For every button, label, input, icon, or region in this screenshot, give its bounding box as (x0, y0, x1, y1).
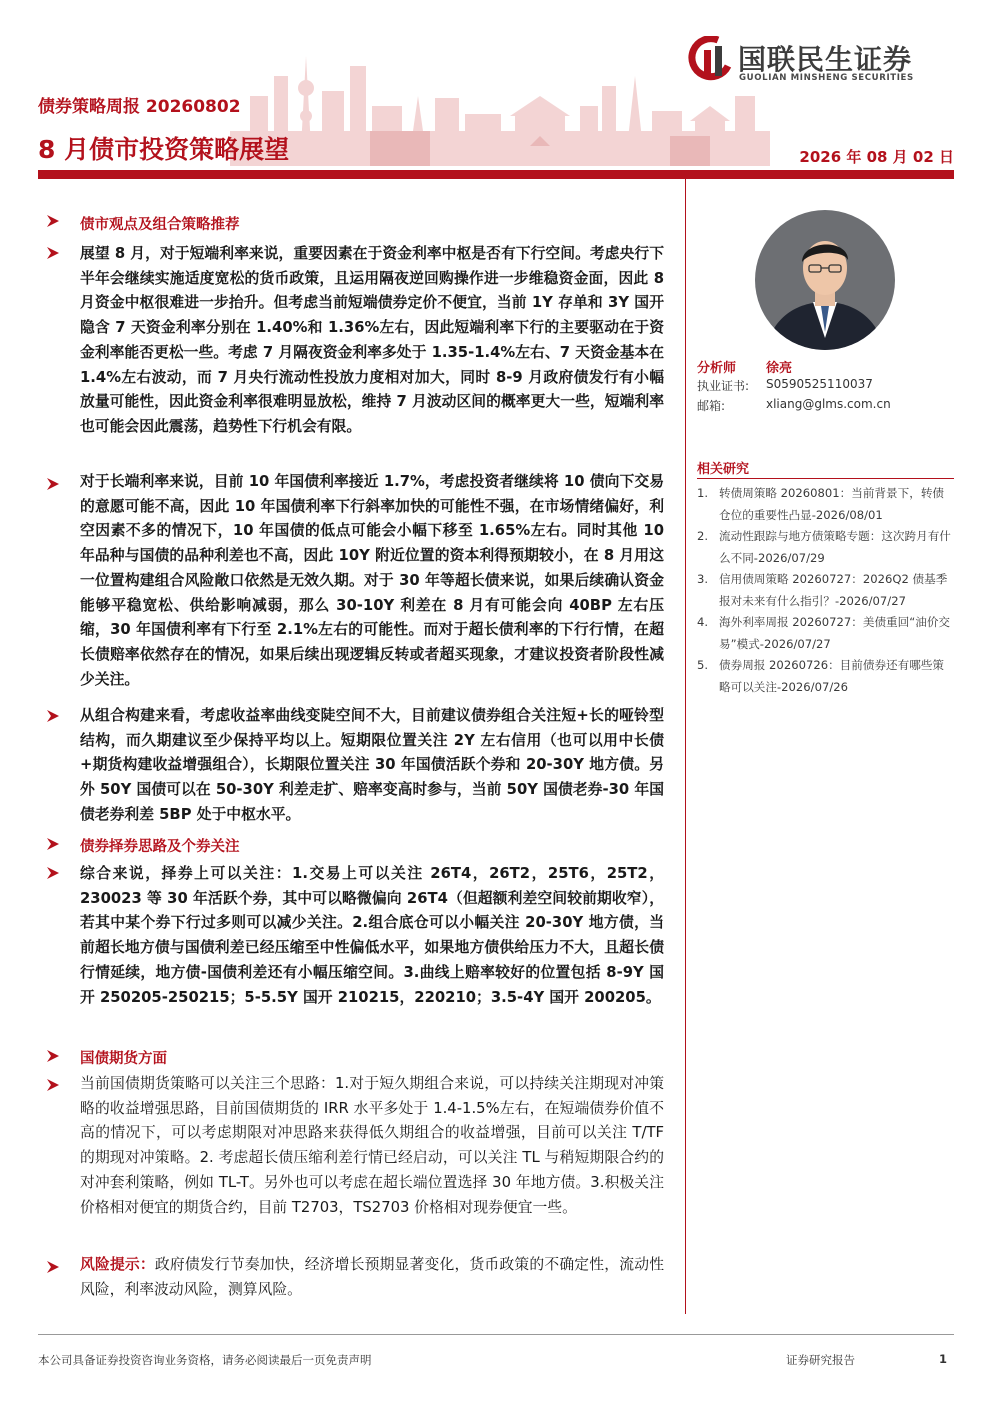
related-item-text: 流动性跟踪与地方债策略专题：这次跨月有什么不同-2026/07/29 (719, 529, 951, 565)
related-research-title: 相关研究 (697, 462, 750, 477)
section-arrow-icon (46, 1049, 60, 1063)
bullet-arrow-icon (46, 1078, 60, 1092)
bullet-arrow-icon (46, 246, 60, 260)
bullet-arrow-icon (46, 1260, 60, 1274)
page-number: 1 (939, 1352, 948, 1366)
related-item-num: 5. (697, 658, 709, 672)
related-item-text: 信用债周策略 20260727：2026Q2 债基季报对未来有什么指引？-2026/07/27 (719, 572, 948, 608)
analyst-photo (755, 210, 895, 350)
report-title: 8 月债市投资策略展望 (38, 135, 290, 164)
footer-disclaimer: 本公司具备证券投资咨询业务资格，请务必阅读最后一页免责声明 (38, 1353, 372, 1367)
risk-text: 政府债发行节奏加快，经济增长预期显著变化，货币政策的不确定性，流动性风险，利率波动风险，测算风险。 (80, 1256, 664, 1298)
related-item-num: 4. (697, 615, 709, 629)
logo-mark-icon (688, 36, 732, 82)
related-item-text: 债券周报 20260726：目前债券还有哪些策略可以关注-2026/07/26 (719, 658, 945, 694)
related-item-text: 海外利率周报 20260727：美债重回“油价交易”模式-2026/07/27 (719, 615, 951, 651)
risk-label: 风险提示： (80, 1256, 155, 1273)
related-item-text: 转债周策略 20260801：当前背景下，转债仓位的重要性凸显-2026/08/01 (719, 486, 945, 522)
header-rule (38, 170, 954, 179)
paragraph-bond-selection: 综合来说，择券上可以关注：1.交易上可以关注 26T4，26T2，25T6，25T2，230023 等 30 年活跃个券，其中可以略微偏向 26T4（但超额利差空间较前期收窄），若其中某个券下行过多则可以减少关注。2.组合底仓可以小幅关注 20-30Y 地方债，当前超长地方债与国债利差已经压缩至中性偏低水平，如果地方债供给压力不大，且超长债行情延续，地方债-国债利差还有小幅压缩空间。3.曲线上赔率较好的位置包括 8-9Y 国开 250205-250215；5-5.5Y 国开 210215，220210；3.5-4Y 国开 200205。 (80, 865, 664, 1006)
analyst-name: 徐亮 (766, 361, 793, 376)
section-heading-views: 债市观点及组合策略推荐 (80, 217, 240, 233)
paragraph-long-rates: 对于长端利率来说，目前 10 年国债利率接近 1.7%，考虑投资者继续将 10 债向下交易的意愿可能不高，因此 10 年国债利率下行斜率加快的可能性不强，在市场情绪偏好，利空因素不多的情况下，10 年国债的低点可能会小幅下移至 1.65%左右。同时其他 10 年品种与国债的品种利差也不高，因此 10Y 附近位置的资本利得预期较小，在 8 月用这一位置构建组合风险敞口依然是无效久期。对于 30 年等超长债来说，如果后续确认资金能够平稳宽松、供给影响减弱，那么 30-10Y 利差在 8 月有可能会向 40BP 左右压缩，30 年国债利率有下行至 2.1%左右的可能性。而对于超长债利率的下行行情，在超长债赔率依然存在的情况，如果后续出现逻辑反转或者超买现象，才建议投资者阶段性减少关注。 (80, 473, 664, 688)
related-item-num: 1. (697, 486, 709, 500)
analyst-portrait-icon (755, 210, 895, 350)
cert-number: S0590525110037 (766, 377, 873, 391)
email-label: 邮箱: (697, 399, 726, 413)
footer-rule (38, 1334, 954, 1335)
bullet-arrow-icon (46, 477, 60, 491)
paragraph-short-rates: 展望 8 月，对于短端利率来说，重要因素在于资金利率中枢是否有下行空间。考虑央行下半年会继续实施适度宽松的货币政策，且运用隔夜逆回购操作进一步维稳资金面，因此 8 月资金中枢很难进一步抬升。但考虑当前短端债券定价不便宜，当前 1Y 存单和 3Y 国开隐含 7 天资金利率分别在 1.40%和 1.36%左右，因此短端利率下行的主要驱动在于资金利率能否更松一些。考虑 7 月隔夜资金利率多处于 1.35-1.4%左右、7 天资金基本在 1.4%左右波动，而 7 月央行流动性投放力度相对加大，同时 8-9 月政府债发行有小幅放量可能性，因此资金利率很难明显放松，维持 7 月波动区间的概率更大一些，短端利率也可能会因此震荡，趋势性下行机会有限。 (80, 245, 664, 435)
related-research-rule (697, 478, 954, 479)
bullet-arrow-icon (46, 709, 60, 723)
logo-name-cn: 国联民生证券 (738, 43, 913, 76)
footer-doc-type: 证券研究报告 (786, 1353, 855, 1367)
analyst-role-label: 分析师 (697, 361, 737, 376)
bullet-arrow-icon (46, 866, 60, 880)
analyst-email[interactable]: xliang@glms.com.cn (766, 397, 891, 411)
cert-label: 执业证书: (697, 379, 750, 393)
paragraph-portfolio: 从组合构建来看，考虑收益率曲线变陡空间不大，目前建议债券组合关注短+长的哑铃型结构，而久期建议至少保持平均以上。短期限位置关注 2Y 左右信用（也可以用中长债+期货构建收益增强组合），长期限位置关注 30 年国债活跃个券和 20-30Y 地方债。另外 50Y 国债可以在 50-30Y 利差走扩、赔率变高时参与，当前 50Y 国债老券-30 年国债老券利差 5BP 处于中枢水平。 (80, 707, 664, 823)
section-arrow-icon (46, 214, 60, 228)
report-date: 2026 年 08 月 02 日 (799, 148, 954, 166)
related-item-num: 3. (697, 572, 709, 586)
section-arrow-icon (46, 837, 60, 851)
paragraph-futures: 当前国债期货策略可以关注三个思路：1.对于短久期组合来说，可以持续关注期现对冲策略的收益增强思路，目前国债期货的 IRR 水平多处于 1.4-1.5%左右，在短端债券价值不高的情况下，可以考虑期限对冲思路来获得低久期组合的收益增强，目前可以关注 T/TF 的期现对冲策略。2. 考虑超长债压缩利差行情已经启动，可以关注 TL 与稍短期限合约的对冲套利策略，例如 TL-T。另外也可以考虑在超长端位置选择 30 年地方债。3.积极关注价格相对便宜的期货合约，目前 T2703，TS2703 价格相对现券便宜一些。 (80, 1075, 664, 1216)
logo-name-en: GUOLIAN MINSHENG SECURITIES (739, 73, 914, 83)
report-series: 债券策略周报 20260802 (38, 97, 241, 117)
company-logo (688, 36, 958, 92)
related-item-num: 2. (697, 529, 709, 543)
section-heading-bond-selection: 债券择券思路及个券关注 (80, 839, 240, 855)
section-heading-futures: 国债期货方面 (80, 1051, 167, 1067)
column-divider (685, 179, 686, 1314)
risk-warning (80, 1253, 664, 1302)
